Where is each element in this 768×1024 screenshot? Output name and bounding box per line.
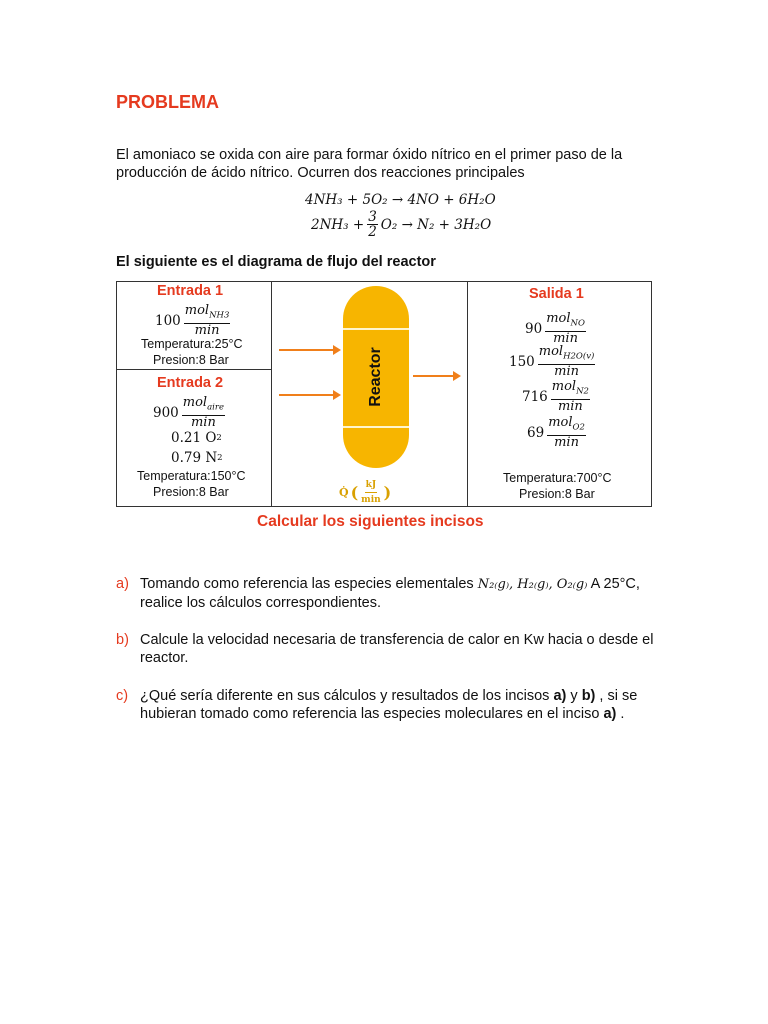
flow-unit — [182, 396, 225, 430]
item-c-text: ¿Qué sería diferente en sus cálculos y resultados de los incisos a) y b) , si se hubieran tomado como referencia las especies moleculares en el inciso a) . — [140, 688, 638, 722]
flow-unit — [547, 416, 586, 450]
divider-left — [271, 282, 272, 506]
inlet-arrow-1 — [279, 349, 335, 351]
salida-1-flow — [509, 345, 598, 379]
outlet-arrow — [413, 375, 455, 377]
reactor-label: Reactor — [367, 347, 384, 407]
intro-paragraph: El amoniaco se oxida con aire para formar óxido nítrico en el primer paso de la producción de ácido nítrico. Ocurren dos reacciones principales — [116, 147, 623, 181]
salida-1-flow — [527, 416, 589, 450]
flow-unit-den: min — [190, 414, 216, 430]
flow-unit-num: mol$_{O2}$ — [547, 416, 586, 436]
item-c-letter: c) — [116, 688, 129, 704]
reactor-flow-diagram — [116, 281, 652, 507]
entrada-2-n2: 0.79 N 2 — [171, 450, 223, 466]
flow-value: 900 — [153, 404, 179, 421]
reaction-2-left: 2NH₃ + — [311, 216, 365, 233]
item-a-text: Tomando como referencia las especies elementales N₂₍g₎, H₂₍g₎, O₂₍g₎ A 25°C, realice los cálculos correspondientes. — [140, 576, 640, 611]
flow-unit — [538, 345, 596, 379]
fraction-numerator: 3 — [368, 209, 377, 225]
entrada-2-label: Entrada 2 — [157, 375, 224, 391]
divider-right — [467, 282, 468, 506]
flow-unit — [545, 312, 586, 346]
reaction-2 — [311, 210, 491, 239]
entrada-1-label: Entrada 1 — [157, 283, 224, 299]
salida-1-flow — [522, 380, 593, 414]
entrada-2-temperature: Temperatura:150°C — [137, 469, 246, 483]
item-a — [116, 575, 656, 612]
reactor-band-top — [343, 328, 409, 330]
entrada-1-pressure: Presion:8 Bar — [153, 353, 229, 367]
salida-1-label: Salida 1 — [529, 286, 584, 302]
entrada-2-flow — [153, 396, 228, 430]
flow-unit-num: mol$_{H2O(v)}$ — [538, 345, 596, 365]
problem-title: PROBLEMA — [116, 92, 219, 112]
reaction-1: 4NH₃ + 5O₂ → 4NO + 6H₂O — [305, 192, 496, 208]
entrada-1-temperature: Temperatura:25°C — [141, 337, 243, 351]
heat-unit: $\frac{kJ}{\min}$ — [361, 480, 381, 505]
salida-1-flow — [525, 312, 589, 346]
flow-unit-den: min — [194, 322, 220, 338]
item-b — [116, 631, 656, 667]
reaction-2-fraction — [367, 210, 378, 239]
inlet-arrow-2 — [279, 394, 335, 396]
heat-rate: Q̇ ( $\frac{kJ}{\min}$ ) — [339, 480, 392, 505]
flow-unit-den: min — [554, 363, 579, 379]
flow-unit — [551, 380, 590, 414]
reaction-2-right: O₂ → N₂ + 3H₂O — [380, 216, 492, 233]
flow-unit-den: min — [554, 434, 579, 450]
salida-1-pressure: Presion:8 Bar — [519, 487, 595, 501]
divider-entries — [117, 369, 271, 370]
item-a-letter: a) — [116, 576, 129, 592]
salida-1-temperature: Temperatura:700°C — [503, 471, 612, 485]
flow-unit-num: mol$_{N2}$ — [551, 380, 590, 400]
item-c — [116, 687, 656, 723]
flow-unit-num: mol$_{aire}$ — [182, 396, 225, 416]
fraction-denominator: 2 — [368, 224, 377, 240]
heat-symbol: Q̇ — [339, 486, 349, 499]
flow-unit-den: min — [557, 398, 583, 414]
item-b-text: Calcule la velocidad necesaria de transferencia de calor en Kw hacia o desde el reactor. — [140, 632, 654, 666]
flow-unit-den: min — [553, 330, 578, 346]
entrada-2-o2: 0.21 O 2 — [171, 430, 222, 446]
flow-value: 150 — [509, 353, 535, 370]
diagram-title: El siguiente es el diagrama de flujo del reactor — [116, 254, 436, 270]
calc-title: Calcular los siguientes incisos — [257, 513, 484, 530]
reactor-band-bottom — [343, 426, 409, 428]
reactor-vessel — [343, 286, 409, 468]
entrada-1-flow — [155, 304, 233, 338]
item-a-species: N₂₍g₎, H₂₍g₎, O₂₍g₎ — [477, 577, 588, 592]
entrada-2-pressure: Presion:8 Bar — [153, 485, 229, 499]
item-b-letter: b) — [116, 632, 129, 648]
flow-unit-num: mol$_{NH3}$ — [184, 304, 231, 324]
flow-value: 90 — [525, 320, 543, 337]
flow-unit-num: mol$_{NO}$ — [545, 312, 586, 332]
flow-unit — [184, 304, 231, 338]
flow-value: 69 — [527, 424, 545, 441]
flow-value: 716 — [522, 388, 548, 405]
flow-value: 100 — [155, 312, 181, 329]
